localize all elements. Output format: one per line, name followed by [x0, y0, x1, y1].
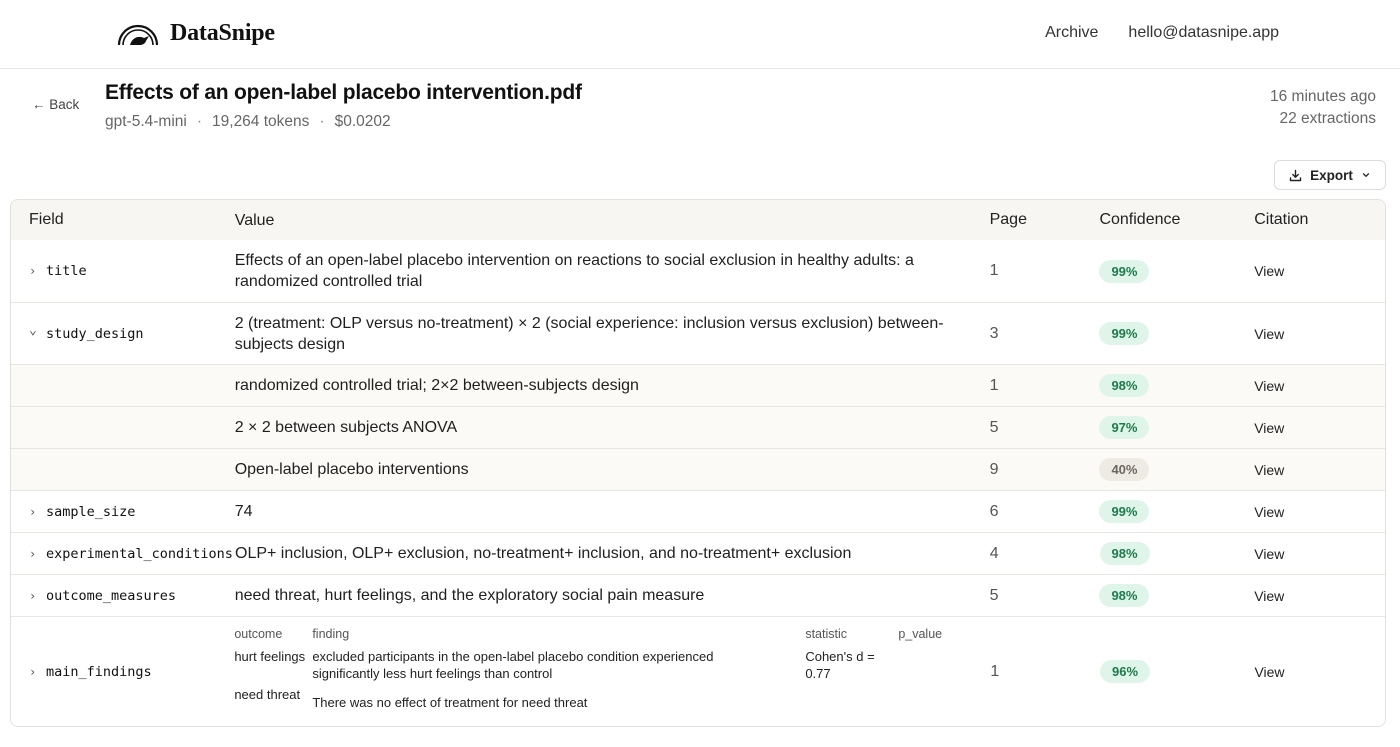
- finding-p-value: [898, 648, 958, 686]
- field-name: [29, 504, 135, 520]
- field-cell: [11, 407, 225, 448]
- confidence-cell: [1089, 240, 1254, 302]
- field-label: main_findings: [46, 663, 152, 680]
- confidence-cell: [1089, 303, 1254, 364]
- finding-statistic: [805, 686, 898, 715]
- confidence-cell: [1090, 617, 1254, 726]
- download-icon: [1289, 169, 1302, 182]
- extractions-table: [10, 199, 1386, 727]
- finding-text: excluded participants in the open-label placebo condition experienced significantly less hurt feelings than control: [312, 649, 714, 681]
- view-citation-link[interactable]: View: [1254, 461, 1285, 478]
- page-cell: 5: [989, 586, 999, 604]
- table-row: [11, 490, 1385, 532]
- field-name: [29, 588, 176, 604]
- finding-p-value: [898, 686, 958, 715]
- model-name: gpt-5.4-mini: [105, 113, 187, 130]
- confidence-badge: 98%: [1099, 374, 1149, 397]
- page-cell: 9: [989, 460, 999, 478]
- nav-account-email[interactable]: hello@datasnipe.app: [1128, 24, 1279, 41]
- field-label: title: [46, 263, 87, 279]
- top-navbar: [0, 0, 1400, 69]
- citation-cell: [1254, 407, 1385, 448]
- table-header: [11, 200, 1385, 240]
- confidence-cell: [1089, 365, 1254, 406]
- finding-statistic: Cohen's d = 0.77: [805, 649, 875, 681]
- field-cell: [11, 365, 225, 406]
- time-ago: 16 minutes ago: [1270, 88, 1376, 105]
- document-stats: [1270, 86, 1376, 130]
- field-label: experimental_conditions: [46, 545, 233, 562]
- token-count: 19,264 tokens: [212, 113, 310, 130]
- confidence-badge: 99%: [1099, 322, 1149, 345]
- value-cell: need threat, hurt feelings, and the exploratory social pain measure: [234, 587, 705, 604]
- column-header-citation[interactable]: Citation: [1254, 211, 1309, 228]
- chevron-right-icon[interactable]: ›: [29, 264, 37, 278]
- field-cell: [11, 533, 233, 574]
- document-meta: [105, 113, 391, 131]
- page-cell: 1: [989, 262, 999, 279]
- field-cell: [11, 491, 225, 532]
- value-cell: 74: [234, 503, 253, 520]
- table-subrow: [11, 364, 1385, 406]
- confidence-badge: 96%: [1100, 660, 1150, 683]
- table-body: [11, 240, 1385, 616]
- value-cell: 2 × 2 between subjects ANOVA: [234, 419, 458, 436]
- value-cell: randomized controlled trial; 2×2 between-subjects design: [234, 377, 639, 394]
- column-header-field[interactable]: Field: [29, 211, 64, 228]
- column-header-value[interactable]: Value: [234, 211, 275, 229]
- field-name: [29, 546, 233, 562]
- field-name: [29, 323, 144, 342]
- citation-cell: [1254, 365, 1385, 406]
- column-header-page[interactable]: Page: [989, 211, 1027, 228]
- field-name: [29, 263, 87, 279]
- value-cell: 2 (treatment: OLP versus no-treatment) × 2 (social experience: inclusion versus exclusion) between-subjects design: [234, 314, 944, 353]
- cost-value: $0.0202: [334, 113, 391, 130]
- finding-outcome: hurt feelings: [234, 649, 306, 664]
- view-citation-link[interactable]: View: [1254, 325, 1285, 342]
- page-cell: 1: [990, 662, 1000, 680]
- view-citation-link[interactable]: View: [1254, 663, 1285, 680]
- chevron-right-icon[interactable]: ›: [29, 588, 37, 603]
- view-citation-link[interactable]: View: [1254, 419, 1285, 436]
- finding-outcome: need threat: [234, 687, 301, 702]
- confidence-cell: [1089, 575, 1254, 616]
- field-cell: [11, 303, 225, 364]
- citation-cell: [1254, 533, 1385, 574]
- field-label: study_design: [46, 325, 144, 342]
- page-cell: 5: [989, 418, 999, 436]
- confidence-cell: [1089, 449, 1254, 490]
- export-button[interactable]: [1274, 160, 1386, 190]
- page-cell: 4: [989, 544, 999, 562]
- table-row: [11, 574, 1385, 616]
- back-label: ← Back: [32, 97, 80, 112]
- view-citation-link[interactable]: View: [1254, 263, 1285, 279]
- confidence-cell: [1089, 407, 1254, 448]
- top-nav: [1045, 24, 1279, 42]
- nav-archive-link[interactable]: Archive: [1045, 24, 1099, 41]
- value-cell: Open-label placebo interventions: [234, 461, 469, 478]
- field-cell: [11, 240, 225, 302]
- confidence-cell: [1090, 533, 1255, 574]
- brand-name: DataSnipe: [170, 19, 275, 46]
- back-button[interactable]: [32, 97, 79, 112]
- value-cell: Effects of an open-label placebo intervention on reactions to social exclusion in healthy adults: a randomized controlled trial: [234, 252, 914, 290]
- confidence-badge: 98%: [1100, 542, 1150, 565]
- table-row: [11, 532, 1385, 574]
- view-citation-link[interactable]: View: [1254, 377, 1285, 394]
- table-subrow: [11, 406, 1385, 448]
- view-citation-link[interactable]: View: [1254, 503, 1285, 520]
- brand-logo[interactable]: [116, 18, 275, 48]
- table-row: [11, 302, 1385, 364]
- value-cell: OLP+ inclusion, OLP+ exclusion, no-treatment+ inclusion, and no-treatment+ exclusion: [235, 545, 852, 562]
- meta-separator: ·: [319, 113, 325, 130]
- field-cell: [11, 617, 224, 726]
- view-citation-link[interactable]: View: [1254, 587, 1285, 604]
- table-subrow: [11, 448, 1385, 490]
- page-title: Effects of an open-label placebo intervention.pdf: [105, 81, 582, 104]
- page-cell: 3: [989, 324, 999, 342]
- findings-header-outcome: outcome: [234, 627, 283, 641]
- citation-cell: [1254, 303, 1385, 364]
- findings-cell: [224, 617, 980, 726]
- confidence-badge: 99%: [1099, 500, 1149, 523]
- table-row: [11, 240, 1385, 302]
- citation-cell: [1254, 491, 1385, 532]
- confidence-badge: 97%: [1099, 416, 1149, 439]
- chevron-down-icon: [1361, 170, 1371, 180]
- field-label: outcome_measures: [46, 587, 177, 604]
- citation-cell: [1254, 449, 1385, 490]
- chevron-right-icon[interactable]: ›: [29, 546, 37, 561]
- findings-header-finding: finding: [312, 627, 350, 641]
- field-name: [29, 664, 152, 680]
- field-cell: [11, 449, 225, 490]
- extraction-count: 22 extractions: [1279, 110, 1376, 127]
- confidence-cell: [1089, 491, 1254, 532]
- finding-text: There was no effect of treatment for need threat: [312, 695, 588, 710]
- confidence-badge: 98%: [1099, 584, 1149, 607]
- citation-cell: [1254, 617, 1385, 726]
- field-cell: [11, 575, 225, 616]
- page-cell: 6: [989, 502, 999, 520]
- findings-header-p-value: p_value: [898, 627, 943, 641]
- view-citation-link[interactable]: View: [1254, 545, 1285, 562]
- column-header-confidence[interactable]: Confidence: [1099, 211, 1181, 228]
- export-label: Export: [1310, 167, 1353, 183]
- confidence-badge: 99%: [1099, 260, 1149, 283]
- findings-header-statistic: statistic: [805, 627, 848, 641]
- confidence-badge: 40%: [1099, 458, 1149, 481]
- meta-separator: ·: [196, 113, 203, 130]
- findings-table: [234, 617, 958, 726]
- logo-icon: [116, 18, 160, 48]
- field-label: sample_size: [46, 503, 136, 520]
- table-row-main-findings: [11, 616, 1385, 726]
- chevron-right-icon[interactable]: ›: [29, 504, 37, 519]
- citation-cell: [1254, 575, 1385, 616]
- page-cell: 1: [989, 376, 999, 394]
- chevron-right-icon[interactable]: ›: [29, 664, 37, 679]
- citation-cell: [1254, 240, 1385, 302]
- chevron-down-icon[interactable]: ⌄: [29, 323, 37, 338]
